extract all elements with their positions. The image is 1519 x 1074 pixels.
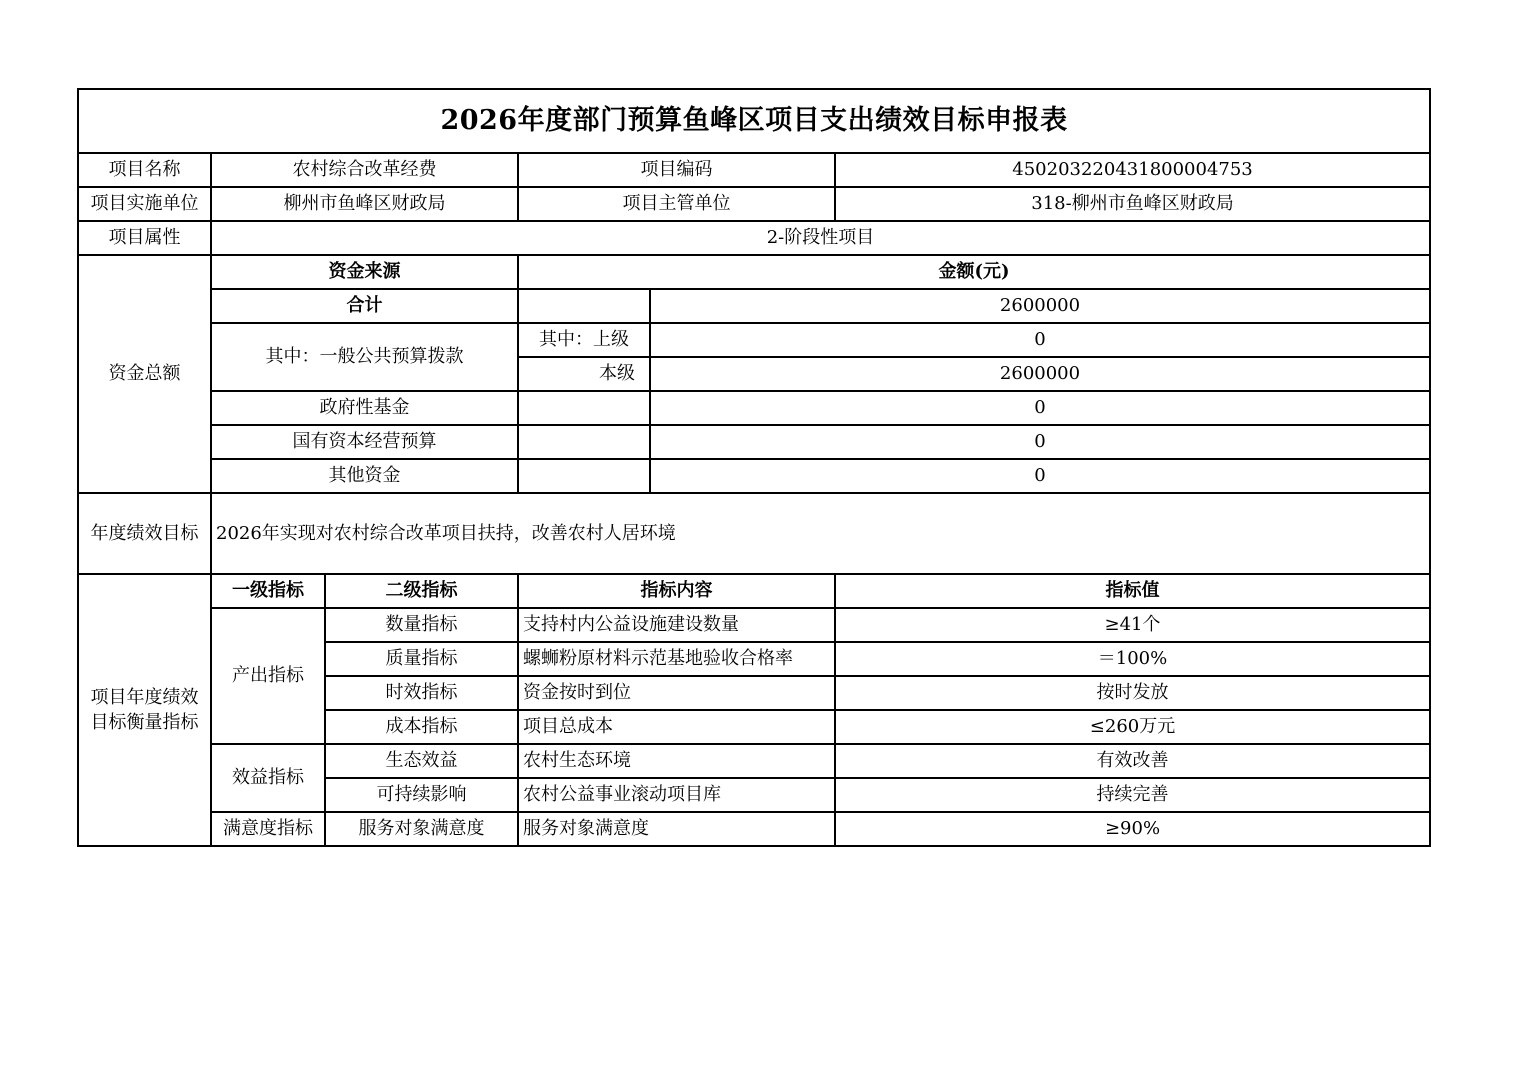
fund-state-label: 国有资本经营预算 [211,425,518,459]
fund-upper-value: 0 [650,323,1430,357]
fund-gov-label: 政府性基金 [211,391,518,425]
fund-general-label: 其中：一般公共预算拨款 [211,323,518,391]
impl-unit-value: 柳州市鱼峰区财政局 [211,187,518,221]
indicator-level2: 生态效益 [325,744,518,778]
impl-unit-label: 项目实施单位 [78,187,211,221]
indicator-value: ≥41个 [835,608,1430,642]
performance-target-table [77,88,1431,847]
project-code-label: 项目编码 [518,153,835,187]
indicator-level2: 可持续影响 [325,778,518,812]
project-attr-value: 2-阶段性项目 [211,221,1430,255]
fund-other-blank [518,459,650,493]
project-name-value: 农村综合改革经费 [211,153,518,187]
fund-source-header: 资金来源 [211,255,518,289]
fund-state-blank [518,425,650,459]
header-level1: 一级指标 [211,574,325,608]
benefit-indicator-label: 效益指标 [211,744,325,812]
page-title: 2026年度部门预算鱼峰区项目支出绩效目标申报表 [78,89,1430,153]
fund-other-label: 其他资金 [211,459,518,493]
indicator-content: 项目总成本 [518,710,835,744]
indicator-value: ≥90% [835,812,1430,846]
indicator-value: ≤260万元 [835,710,1430,744]
indicator-level2: 质量指标 [325,642,518,676]
mgr-unit-value: 318-柳州市鱼峰区财政局 [835,187,1430,221]
satisfaction-indicator-label: 满意度指标 [211,812,325,846]
output-indicator-label: 产出指标 [211,608,325,744]
annual-goal-text: 2026年实现对农村综合改革项目扶持，改善农村人居环境 [211,493,1430,574]
fund-amount-header: 金额(元) [518,255,1430,289]
indicator-content: 农村生态环境 [518,744,835,778]
fund-gov-value: 0 [650,391,1430,425]
header-level2: 二级指标 [325,574,518,608]
annual-goal-label: 年度绩效目标 [78,493,211,574]
fund-other-value: 0 [650,459,1430,493]
indicator-content: 资金按时到位 [518,676,835,710]
mgr-unit-label: 项目主管单位 [518,187,835,221]
indicator-value: 持续完善 [835,778,1430,812]
indicator-level2: 服务对象满意度 [325,812,518,846]
fund-total-blank [518,289,650,323]
indicator-level2: 成本指标 [325,710,518,744]
indicator-value: ＝100% [835,642,1430,676]
fund-local-label: 本级 [518,357,650,391]
fund-state-value: 0 [650,425,1430,459]
indicator-content: 支持村内公益设施建设数量 [518,608,835,642]
indicator-content: 服务对象满意度 [518,812,835,846]
indicators-label: 项目年度绩效目标衡量指标 [78,574,211,846]
header-value: 指标值 [835,574,1430,608]
project-code-value: 450203220431800004753 [835,153,1430,187]
fund-upper-label: 其中：上级 [518,323,650,357]
fund-local-value: 2600000 [650,357,1430,391]
project-attr-label: 项目属性 [78,221,211,255]
indicator-value: 按时发放 [835,676,1430,710]
header-content: 指标内容 [518,574,835,608]
fund-gov-blank [518,391,650,425]
funds-total-label: 资金总额 [78,255,211,493]
indicator-level2: 时效指标 [325,676,518,710]
indicator-content: 农村公益事业滚动项目库 [518,778,835,812]
indicator-value: 有效改善 [835,744,1430,778]
fund-total-label: 合计 [211,289,518,323]
indicator-level2: 数量指标 [325,608,518,642]
fund-total-value: 2600000 [650,289,1430,323]
project-name-label: 项目名称 [78,153,211,187]
indicator-content: 螺蛳粉原材料示范基地验收合格率 [518,642,835,676]
